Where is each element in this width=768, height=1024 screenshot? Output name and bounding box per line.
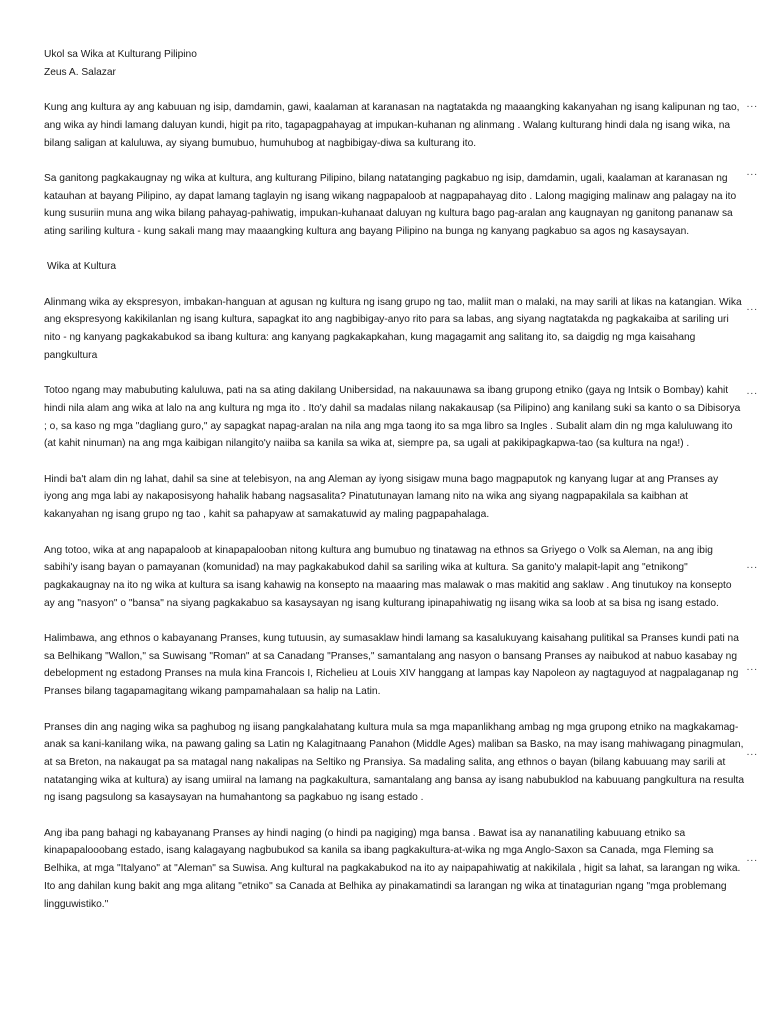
paragraph-6: Ang totoo, wika at ang napapaloob at kinapapalooban nitong kultura ang bumubuo ng tinatawag na ethnos sa Griyego o Volk sa Aleman, na ang ibig sabihi'y isang bayan o pamayanan (komunidad) na may pagkakabukod dahil sa sariling wika at kultura. Sa ganito'y malapit-lapit ang "etnikong" pagkakaugnay na ito ng wika at kultura sa isang kahawig na konsepto na maaaring mas malawak o mas makitid ang saklaw . Ang tinutukoy na konsepto ay ang "nasyon" o "bansa" na siyang pagkakabuo sa kasaysayan ng isang kulturang ipinapahiwatig ng iisang wika sa loob at sa bisa ng isang estado. bbox=[44, 544, 732, 609]
more-ellipsis-8[interactable]: ... bbox=[746, 853, 758, 864]
more-ellipsis-7[interactable]: ... bbox=[746, 747, 758, 758]
more-ellipsis-5[interactable]: ... bbox=[746, 560, 758, 571]
more-ellipsis-2[interactable]: ... bbox=[746, 167, 758, 178]
more-ellipsis-4[interactable]: ... bbox=[746, 386, 758, 397]
document-author: Zeus A. Salazar bbox=[44, 66, 116, 78]
paragraph-8: Pranses din ang naging wika sa paghubog ng iisang pangkalahatang kultura mula sa mga mapanlikhang ambag ng mga grupong etniko na magkakamag-anak sa kani-kanilang wika, na pawang galing sa Latin ng Kalagitnaang Panahon (Middle Ages) maliban sa Basko, na may isang mahiwagang pinagmulan, at sa Breton, na nakaugat pa sa matagal nang nakalipas na Seltiko ng Pransiya. Sa madaling salita, ang ethnos o bayan (bilang kabuuang may sarili at natatanging wika at kultura) ay isang umiiral na lamang na pagkakultura, samantalang ang bansa ay isang nabubuklod na kabuuang pangkultura na resulta ng isang pagsulong sa kasaysayan na humahantong sa pagkabuo ng isang estado . bbox=[44, 721, 745, 804]
more-ellipsis-1[interactable]: ... bbox=[746, 99, 758, 110]
more-ellipsis-3[interactable]: ... bbox=[746, 302, 758, 313]
paragraph-3: Alinmang wika ay ekspresyon, imbakan-hanguan at agusan ng kultura ng isang grupo ng tao, maliit man o malaki, na may sarili at likas na katangian. Wika ang ekspresyong kakikilanlan ng isang kultura, sapagkat ito ang nagbibigay-anyo rito para sa labas, ang siyang nagtatakda ng pagkakaiba at sariling uri nito - ng kanyang pagkakabukod sa ibang kultura: ang kanyang pagkakapkahan, kung magagamit ang salitang ito, sa daigdig ng mga kaisahang pangkultura bbox=[44, 296, 742, 361]
paragraph-7: Halimbawa, ang ethnos o kabayanang Pranses, kung tutuusin, ay sumasaklaw hindi lamang sa kasalukuyang kaisahang pulitikal sa Pranses kundi pati na sa Belhikang "Wallon," sa Suwisang "Roman" at sa Canadang "Pranses," samantalang ang nasyon o bansang Pranses ay naibukod at nabuo kasabay ng debelopment ng estadong Pranses na mula kina Francois I, Richelieu at Louis XIV hanggang at lampas kay Napoleon ay nagtaguyod at nagpalaganap ng Pranses bilang tagapamagitang wikang pampamahalaan sa halip na Latin. bbox=[44, 633, 739, 698]
paragraph-1: Kung ang kultura ay ang kabuuan ng isip, damdamin, gawi, kaalaman at karanasan na nagtatakda ng maaangking kakanyahan ng isang kalipunan ng tao, ang wika ay hindi lamang daluyan kundi, higit pa rito, tagapagpahayag at impukan-kuhanan ng alinmang . Walang kulturang hindi dala ng isang wika, na bilang saligan at kaluluwa, ay siyang bumubuo, humuhubog at nagbibigay-diwa sa kulturang ito. bbox=[44, 102, 740, 149]
paragraph-5: Hindi ba't alam din ng lahat, dahil sa sine at telebisyon, na ang Aleman ay iyong sisigaw muna bago magpaputok ng kanyang lugar at ang Pranses ay iyong ang mga labi ay nakaposisyong hahalik habang nagsasalita? Pinatutunayan lamang nito na wika ang siyang nagpapakilala sa kaibhan at kakanyahan ng isang grupo ng tao , kahit sa pahapyaw at samakatuwid ay maling pagpapahalaga. bbox=[44, 473, 719, 521]
paragraph-2: Sa ganitong pagkakaugnay ng wika at kultura, ang kulturang Pilipino, bilang natatanging pagkabuo ng isip, damdamin, ugali, kaalaman at karanasan ng katauhan at bayang Pilipino, ay dapat lamang taglayin ng isang wikang nagpapaloob at nagpapahayag dito . Lalong magiging malinaw ang palagay na ito kung susuriin muna ang wika bilang pahayag-pahiwatig, impukan-kuhanaat daluyan ng kultura bago pag-aralan ang kaugnayan ng ganitong pananaw sa ating sariling kultura - kung sakali mang may maaangking kultura ang bayang Pilipino na bunga ng kanyang pagkabuo sa agos ng kasaysayan. bbox=[44, 172, 737, 237]
document-title: Ukol sa Wika at Kulturang Pilipino bbox=[44, 49, 197, 60]
more-ellipsis-6[interactable]: ... bbox=[746, 662, 758, 673]
document-body bbox=[44, 46, 744, 931]
paragraph-4: Totoo ngang may mabubuting kaluluwa, pati na sa ating dakilang Unibersidad, na nakauunawa sa ibang grupong etniko (gaya ng Intsik o Bombay) kahit hindi nila alam ang wika at lalo na ang kultura ng mga ito . Ito'y dahil sa madalas nilang nakakausap (sa Pilipino) ang kanilang suki sa kanto o sa Dibisorya ; o, sa kaso ng mga "dagliang guro," ay sapagkat napag-aralan na nila ang mga taong ito sa mga libro sa Ingles . Subalit alam din ng mga kaluluwang ito (at kahit ninuman) na ang mga kaibigan nilangito'y naiiba sa kanila sa wika at, siempre pa, sa ugali at pakikipagkapwa-tao (sa kultura na nga!) . bbox=[44, 385, 741, 450]
section-heading: Wika at Kultura bbox=[47, 261, 117, 273]
paragraph-9: Ang iba pang bahagi ng kabayanang Pranses ay hindi naging (o hindi pa nagiging) mga bansa . Bawat isa ay nananatiling kabuuang etniko sa kinapapalooobang estado, isang kalagayang nagbubukod sa kanila sa ibang pagkakultura-at-wika ng mga Anglo-Saxon sa Canada, mga Fleming sa Belhika, at mga "Italyano" at "Aleman" sa Suwisa. Ang kultural na pagkakabukod na ito ay naipapahiwatig at nakikilala , higit sa lahat, sa larangan ng wika. Ito ang dahilan kung bakit ang mga alitang "etniko" sa Canada at Belhika ay pinakamatindi sa larangan ng wika at tinatagurian ngang "mga problemang lingguwistiko." bbox=[44, 827, 741, 910]
